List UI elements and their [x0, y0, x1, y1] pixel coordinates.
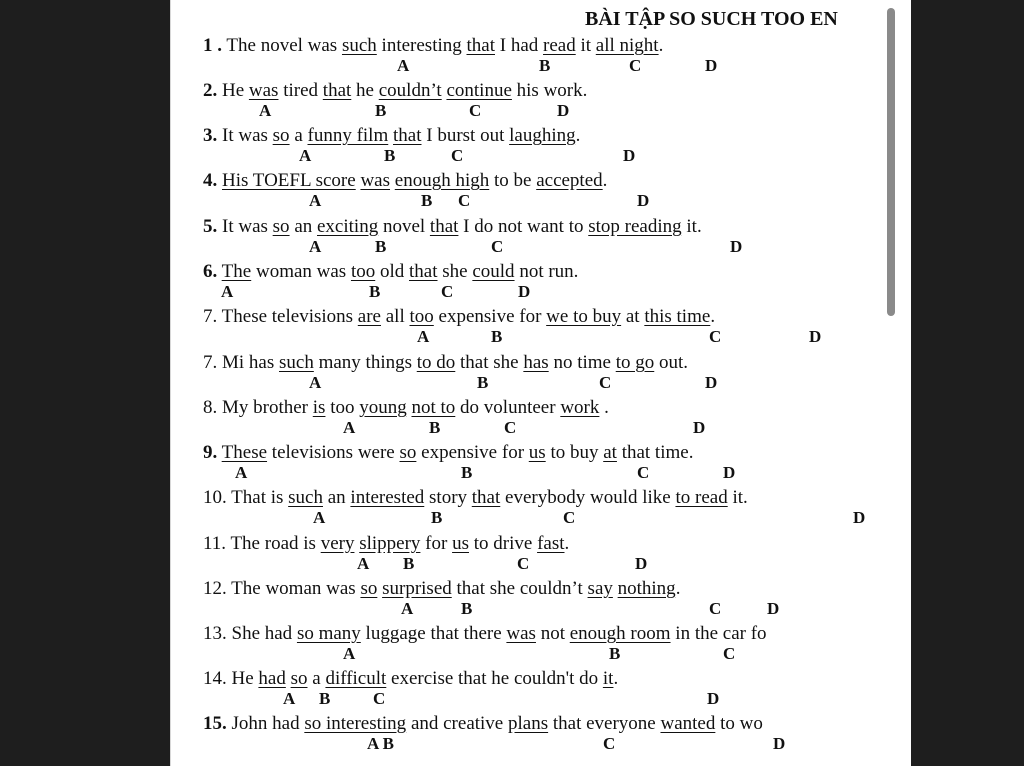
- question-number: 8.: [203, 397, 218, 418]
- underlined-option: it: [602, 668, 614, 689]
- underlined-option: say: [587, 578, 613, 599]
- underlined-option: stop reading: [588, 216, 682, 237]
- underlined-option: so many: [296, 623, 361, 644]
- answer-letter-label: B: [539, 56, 551, 75]
- answer-letter-label: B: [461, 599, 473, 618]
- question-number: 7.: [203, 352, 218, 373]
- answer-letter-label: A: [235, 463, 248, 482]
- underlined-option: fast: [537, 533, 565, 554]
- answer-letter-label: B: [403, 554, 415, 573]
- answer-letter-label: B: [375, 101, 387, 120]
- answer-letter-label: D: [623, 146, 636, 165]
- question-sentence: 13. She had so many luggage that there was not enough room in the car fo: [203, 623, 767, 644]
- question-sentence: 10. That is such an interested story that everybody would like to read it.: [203, 487, 748, 508]
- underlined-option: that: [471, 487, 501, 508]
- answer-letter-label: C: [603, 734, 616, 753]
- answer-letter-label: B: [421, 191, 433, 210]
- question-number: 5.: [203, 216, 218, 237]
- answer-letter-label: A: [221, 282, 234, 301]
- underlined-option: was: [360, 170, 391, 191]
- question-sentence: 9. These televisions were so expensive for us to buy at that time.: [203, 442, 694, 463]
- underlined-option: wanted: [660, 713, 716, 734]
- question-row: [171, 397, 911, 442]
- answer-letter-label: C: [491, 237, 504, 256]
- document-page: [170, 0, 911, 766]
- question-row: [171, 306, 911, 351]
- underlined-option: such: [279, 352, 314, 373]
- underlined-option: that: [393, 125, 422, 146]
- underlined-option: too: [350, 261, 376, 282]
- page-title: BÀI TẬP SO SUCH TOO EN: [585, 8, 838, 30]
- underlined-option: such: [288, 487, 323, 508]
- underlined-option: These: [221, 442, 268, 463]
- underlined-option: accepted: [536, 170, 603, 191]
- question-number: 6.: [203, 261, 218, 282]
- answer-letter-label: D: [557, 101, 570, 120]
- underlined-option: we to buy: [546, 306, 622, 327]
- underlined-option: had: [258, 668, 286, 689]
- question-row: [171, 442, 911, 487]
- underlined-option: so: [360, 578, 378, 599]
- question-row: [171, 80, 911, 125]
- answer-letter-label: B: [461, 463, 473, 482]
- answer-letter-label: B: [477, 373, 489, 392]
- underlined-option: to go: [615, 352, 655, 373]
- underlined-option: such: [341, 35, 377, 56]
- underlined-option: work: [560, 397, 600, 418]
- answer-letter-label: D: [637, 191, 650, 210]
- underlined-option: very: [320, 533, 355, 554]
- underlined-option: young: [359, 397, 407, 418]
- question-row: [171, 487, 911, 532]
- answer-letter-label: A: [313, 508, 326, 527]
- underlined-option: not to: [411, 397, 456, 418]
- answer-letter-label: A: [309, 373, 322, 392]
- answer-letter-label: A: [309, 237, 322, 256]
- underlined-option: so: [290, 668, 308, 689]
- question-row: [171, 216, 911, 261]
- answer-letter-label: C: [517, 554, 530, 573]
- question-sentence: 6. The woman was too old that she could not run.: [203, 261, 579, 282]
- answer-letter-label: B: [431, 508, 443, 527]
- question-number: 1 .: [203, 35, 222, 56]
- underlined-option: nothing: [617, 578, 676, 599]
- underlined-option: couldn’t: [378, 80, 442, 101]
- answer-letter-label: C: [469, 101, 482, 120]
- answer-letter-label: C: [723, 644, 736, 663]
- answer-letter-label: D: [773, 734, 786, 753]
- underlined-option: too: [409, 306, 434, 327]
- underlined-option: surprised: [382, 578, 452, 599]
- answer-letter-label: B: [319, 689, 331, 708]
- answer-letter-label: C: [709, 599, 722, 618]
- underlined-option: so: [272, 125, 290, 146]
- question-sentence: 11. The road is very slippery for us to drive fast.: [203, 533, 570, 554]
- question-number: 3.: [203, 125, 218, 146]
- underlined-option: slippery: [359, 533, 421, 554]
- underlined-option: so: [272, 216, 290, 237]
- underlined-option: difficult: [325, 668, 387, 689]
- underlined-option: plans: [508, 713, 549, 734]
- question-sentence: 3. It was so a funny film that I burst out laughing.: [203, 125, 581, 146]
- answer-letter-label: A: [343, 644, 356, 663]
- answer-letter-label: D: [767, 599, 780, 618]
- question-sentence: 2. He was tired that he couldn’t continue his work.: [203, 80, 588, 101]
- question-sentence: 15. John had so interesting and creative plans that everyone wanted to wo: [203, 713, 763, 734]
- answer-letter-label: D: [705, 56, 718, 75]
- underlined-option: is: [312, 397, 326, 418]
- answer-letter-label: A: [417, 327, 430, 346]
- question-sentence: 8. My brother is too young not to do volunteer work .: [203, 397, 609, 418]
- question-number: 10.: [203, 487, 227, 508]
- underlined-option: to do: [416, 352, 456, 373]
- question-sentence: 14. He had so a difficult exercise that he couldn't do it.: [203, 668, 619, 689]
- underlined-option: to read: [675, 487, 728, 508]
- answer-letter-label: C: [709, 327, 722, 346]
- underlined-option: continue: [446, 80, 512, 101]
- question-sentence: 1 . The novel was such interesting that I had read it all night.: [203, 35, 664, 56]
- underlined-option: was: [248, 80, 279, 101]
- question-number: 12.: [203, 578, 227, 599]
- question-number: 13.: [203, 623, 227, 644]
- answer-letter-label: A: [343, 418, 356, 437]
- answer-letter-label: C: [629, 56, 642, 75]
- answer-letter-label: C: [441, 282, 454, 301]
- answer-letter-label: B: [609, 644, 621, 663]
- underlined-option: interested: [350, 487, 425, 508]
- underlined-option: The: [221, 261, 252, 282]
- question-number: 9.: [203, 442, 218, 463]
- underlined-option: His TOEFL score: [222, 170, 356, 191]
- answer-letter-label: A: [299, 146, 312, 165]
- answer-letter-label: A: [357, 554, 370, 573]
- underlined-option: funny film: [307, 125, 389, 146]
- answer-letter-label: C: [637, 463, 650, 482]
- underlined-option: us: [528, 442, 546, 463]
- underlined-option: so: [399, 442, 417, 463]
- answer-letter-label: C: [451, 146, 464, 165]
- underlined-option: enough high: [394, 170, 490, 191]
- answer-letter-label: D: [707, 689, 720, 708]
- answer-letter-label: A: [259, 101, 272, 120]
- question-number: 14.: [203, 668, 227, 689]
- answer-letter-label: C: [504, 418, 517, 437]
- question-row: [171, 713, 911, 758]
- question-row: [171, 668, 911, 713]
- underlined-option: read: [543, 35, 576, 56]
- underlined-option: us: [452, 533, 469, 554]
- underlined-option: so interesting: [304, 713, 407, 734]
- underlined-option: this time: [644, 306, 711, 327]
- underlined-option: exciting: [317, 216, 379, 237]
- answer-letter-label: D: [518, 282, 531, 301]
- answer-letter-label: D: [693, 418, 706, 437]
- answer-letter-label: B: [375, 237, 387, 256]
- underlined-option: was: [506, 623, 536, 644]
- answer-letter-label: C: [373, 689, 386, 708]
- underlined-option: that: [322, 80, 352, 101]
- question-number: 11.: [203, 533, 227, 554]
- answer-letter-label: B: [369, 282, 381, 301]
- question-number: 2.: [203, 80, 218, 101]
- question-sentence: 4. His TOEFL score was enough high to be accepted.: [203, 170, 608, 191]
- answer-letter-label: A: [283, 689, 296, 708]
- answer-letter-label: B: [491, 327, 503, 346]
- question-row: [171, 533, 911, 578]
- question-row: [171, 125, 911, 170]
- answer-letter-label: B: [429, 418, 441, 437]
- underlined-option: has: [523, 352, 549, 373]
- answer-letter-label: A B: [367, 734, 394, 753]
- question-sentence: 7. These televisions are all too expensive for we to buy at this time.: [203, 306, 716, 327]
- question-sentence: 7. Mi has such many things to do that she has no time to go out.: [203, 352, 689, 373]
- answer-letter-label: D: [705, 373, 718, 392]
- question-row: [171, 352, 911, 397]
- underlined-option: that: [429, 216, 459, 237]
- answer-letter-label: B: [384, 146, 396, 165]
- answer-letter-label: A: [309, 191, 322, 210]
- question-row: [171, 623, 911, 668]
- answer-letter-label: D: [853, 508, 866, 527]
- answer-letter-label: D: [635, 554, 648, 573]
- underlined-option: enough room: [569, 623, 671, 644]
- question-sentence: 12. The woman was so surprised that she couldn’t say nothing.: [203, 578, 681, 599]
- underlined-option: all night: [595, 35, 659, 56]
- answer-letter-label: A: [401, 599, 414, 618]
- answer-letter-label: D: [730, 237, 743, 256]
- underlined-option: at: [603, 442, 617, 463]
- answer-letter-label: C: [563, 508, 576, 527]
- question-row: [171, 261, 911, 306]
- underlined-option: that: [409, 261, 438, 282]
- answer-letter-label: A: [397, 56, 410, 75]
- underlined-option: are: [357, 306, 381, 327]
- question-row: [171, 170, 911, 215]
- answer-letter-label: C: [599, 373, 612, 392]
- question-row: [171, 35, 911, 80]
- question-number: 4.: [203, 170, 218, 191]
- underlined-option: that: [466, 35, 495, 56]
- scrollbar-thumb[interactable]: [887, 8, 895, 316]
- question-number: 7.: [203, 306, 218, 327]
- answer-letter-label: D: [723, 463, 736, 482]
- underlined-option: laughing: [509, 125, 576, 146]
- underlined-option: could: [472, 261, 515, 282]
- answer-letter-label: C: [458, 191, 471, 210]
- question-number: 15.: [203, 713, 227, 734]
- question-sentence: 5. It was so an exciting novel that I do not want to stop reading it.: [203, 216, 702, 237]
- question-row: [171, 578, 911, 623]
- answer-letter-label: D: [809, 327, 822, 346]
